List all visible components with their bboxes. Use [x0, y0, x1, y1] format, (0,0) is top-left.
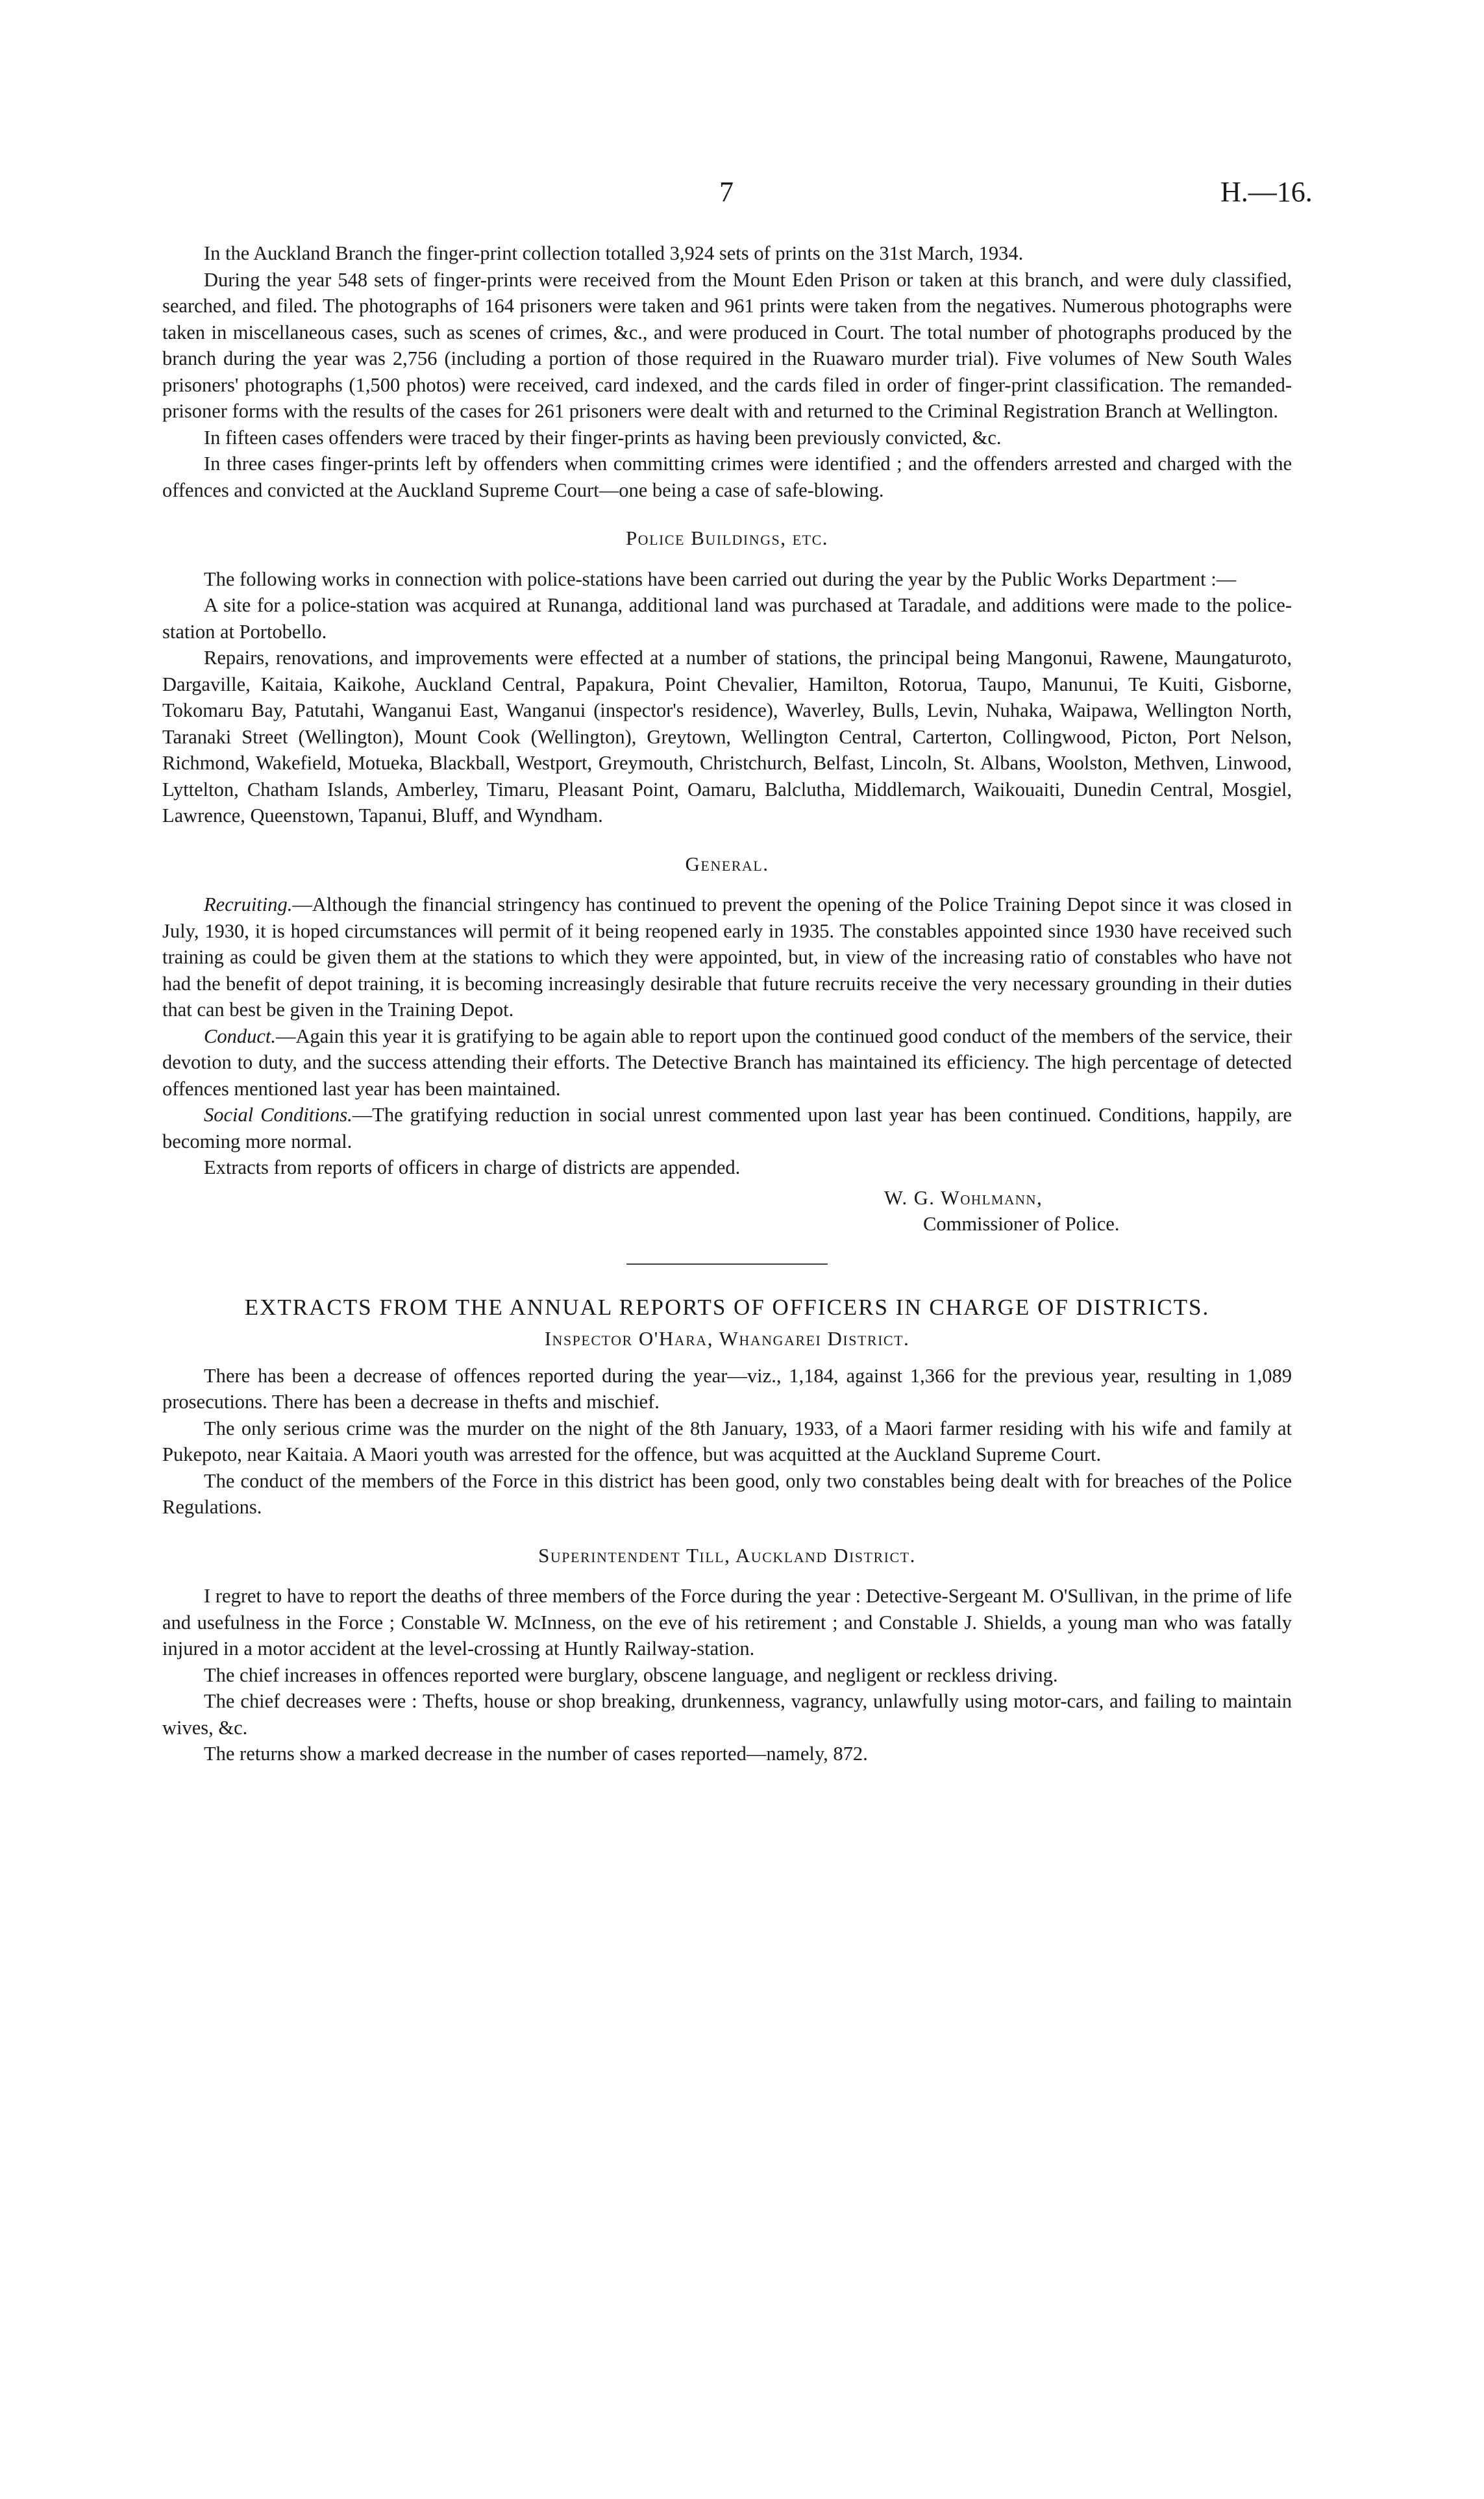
conduct-paragraph [162, 1023, 1292, 1102]
auckland-heading: Superintendent Till, Auckland District. [538, 1543, 916, 1567]
whangarei-heading: Inspector O'Hara, Whangarei District. [544, 1327, 910, 1350]
whangarei-paragraph: The conduct of the members of the Force in this district has been good, only two constables being dealt with for breaches of the Police Regulations. [162, 1469, 1292, 1518]
intro-paragraph: In fifteen cases offenders were traced by their finger-prints as having been previously convicted, &c. [204, 426, 1002, 449]
recruiting-paragraph [162, 891, 1292, 1023]
extracts-note: Extracts from reports of officers in charge of districts are appended. [204, 1156, 741, 1178]
section-divider [626, 1263, 828, 1265]
social-conditions-paragraph [162, 1102, 1292, 1154]
conduct-lead: Conduct. [204, 1025, 276, 1047]
whangarei-paragraph: The only serious crime was the murder on the night of the 8th January, 1933, of a Maori farmer residing with his wife and family at Pukepoto, near Kaitaia. A Maori youth was arrested for the offence, but was acquitted at the Auckland Supreme Court. [162, 1417, 1292, 1465]
auckland-paragraph: The chief increases in offences reported were burglary, obscene language, and negligent or reckless driving. [204, 1663, 1058, 1686]
social-conditions-lead: Social Conditions. [204, 1104, 352, 1126]
police-buildings-paragraph: The following works in connection with police-stations have been carried out during the year by the Public Works Department :— [204, 567, 1237, 590]
document-reference: H.—16. [1220, 176, 1313, 208]
page-header [0, 175, 1484, 227]
intro-paragraph: In the Auckland Branch the finger-print collection totalled 3,924 sets of prints on the 31st March, 1934. [204, 242, 1024, 264]
recruiting-lead: Recruiting. [204, 893, 293, 915]
extracts-title: EXTRACTS FROM THE ANNUAL REPORTS OF OFFICERS IN CHARGE OF DISTRICTS. [244, 1294, 1210, 1320]
document-body [162, 240, 1292, 1767]
police-buildings-heading: Police Buildings, etc. [625, 527, 829, 549]
social-conditions-text: —The gratifying reduction in social unrest commented upon last year has been continued. Conditions, happily, are becoming more normal. [162, 1104, 1292, 1152]
intro-paragraph: During the year 548 sets of finger-prints were received from the Mount Eden Prison or taken at this branch, and were duly classified, searched, and filed. The photographs of 164 prisoners were taken and 961 prints were taken from the negatives. Numerous photographs were taken in miscellaneous cases, such as scenes of crimes, &c., and were produced in Court. The total number of photographs produced by the branch during the year was 2,756 (including a portion of those required in the Ruawaro murder trial). Five volumes of New South Wales prisoners' photographs (1,500 photos) were received, card indexed, and the cards filed in order of finger-print classification. The remanded-prisoner forms with the results of the cases for 261 prisoners were dealt with and returned to the Criminal Registration Branch at Wellington. [162, 268, 1292, 422]
signature-title: Commissioner of Police. [923, 1213, 1120, 1235]
auckland-paragraph: The returns show a marked decrease in the number of cases reported—namely, 872. [204, 1743, 868, 1765]
auckland-paragraph: The chief decreases were : Thefts, house or shop breaking, drunkenness, vagrancy, unlawfully using motor-cars, and failing to maintain wives, &c. [162, 1690, 1292, 1739]
page-number: 7 [719, 176, 734, 208]
conduct-text: —Again this year it is gratifying to be again able to report upon the continued good conduct of the members of the service, their devotion to duty, and the success attending their efforts. The Detective Branch has maintained its efficiency. The high percentage of detected offences mentioned last year has been maintained. [162, 1025, 1292, 1100]
auckland-paragraph: I regret to have to report the deaths of three members of the Force during the year : Detective-Sergeant M. O'Sullivan, in the prime of life and usefulness in the Force ; Constable W. McInness, on the eve of his retirement ; and Constable J. Shields, a young man who was fatally injured in a motor accident at the level-crossing at Huntly Railway-station. [162, 1585, 1292, 1660]
police-buildings-paragraph: Repairs, renovations, and improvements were effected at a number of stations, the principal being Mangonui, Rawene, Maungaturoto, Dargaville, Kaitaia, Kaikohe, Auckland Central, Papakura, Point Chevalier, Hamilton, Rotorua, Taupo, Manunui, Te Kuiti, Gisborne, Tokomaru Bay, Patutahi, Wanganui East, Wanganui (inspector's residence), Waverley, Bulls, Levin, Nuhaka, Waipawa, Wellington North, Taranaki Street (Wellington), Mount Cook (Wellington), Greytown, Wellington Central, Carterton, Collingwood, Picton, Port Nelson, Richmond, Wakefield, Motueka, Blackball, Westport, Greymouth, Christchurch, Belfast, Lincoln, St. Albans, Woolston, Methven, Linwood, Lyttelton, Chatham Islands, Amberley, Timaru, Pleasant Point, Oamaru, Balclutha, Middlemarch, Waikouaiti, Dunedin Central, Mosgiel, Lawrence, Queenstown, Tapanui, Bluff, and Wyndham. [162, 647, 1292, 827]
intro-paragraph: In three cases finger-prints left by offenders when committing crimes were identified ; and the offenders arrested and charged with the offences and convicted at the Auckland Supreme Court—one being a case of safe-blowing. [162, 453, 1292, 501]
recruiting-text: —Although the financial stringency has continued to prevent the opening of the Police Training Depot since it was closed in July, 1930, it is hoped circumstances will permit of it being reopened early in 1935. The constables appointed since 1930 have received such training as could be given them at the stations to which they were appointed, but, in view of the increasing ratio of constables who have not had the benefit of depot training, it is becoming increasingly desirable that future recruits receive the very necessary grounding in their duties that can best be given in the Training Depot. [162, 893, 1292, 1021]
signature-name: W. G. Wohlmann, [884, 1186, 1043, 1209]
police-buildings-paragraph: A site for a police-station was acquired at Runanga, additional land was purchased at Taradale, and additions were made to the police-station at Portobello. [162, 594, 1292, 643]
whangarei-paragraph: There has been a decrease of offences reported during the year—viz., 1,184, against 1,366 for the previous year, resulting in 1,089 prosecutions. There has been a decrease in thefts and mischief. [162, 1364, 1292, 1413]
general-heading: General. [685, 852, 769, 875]
